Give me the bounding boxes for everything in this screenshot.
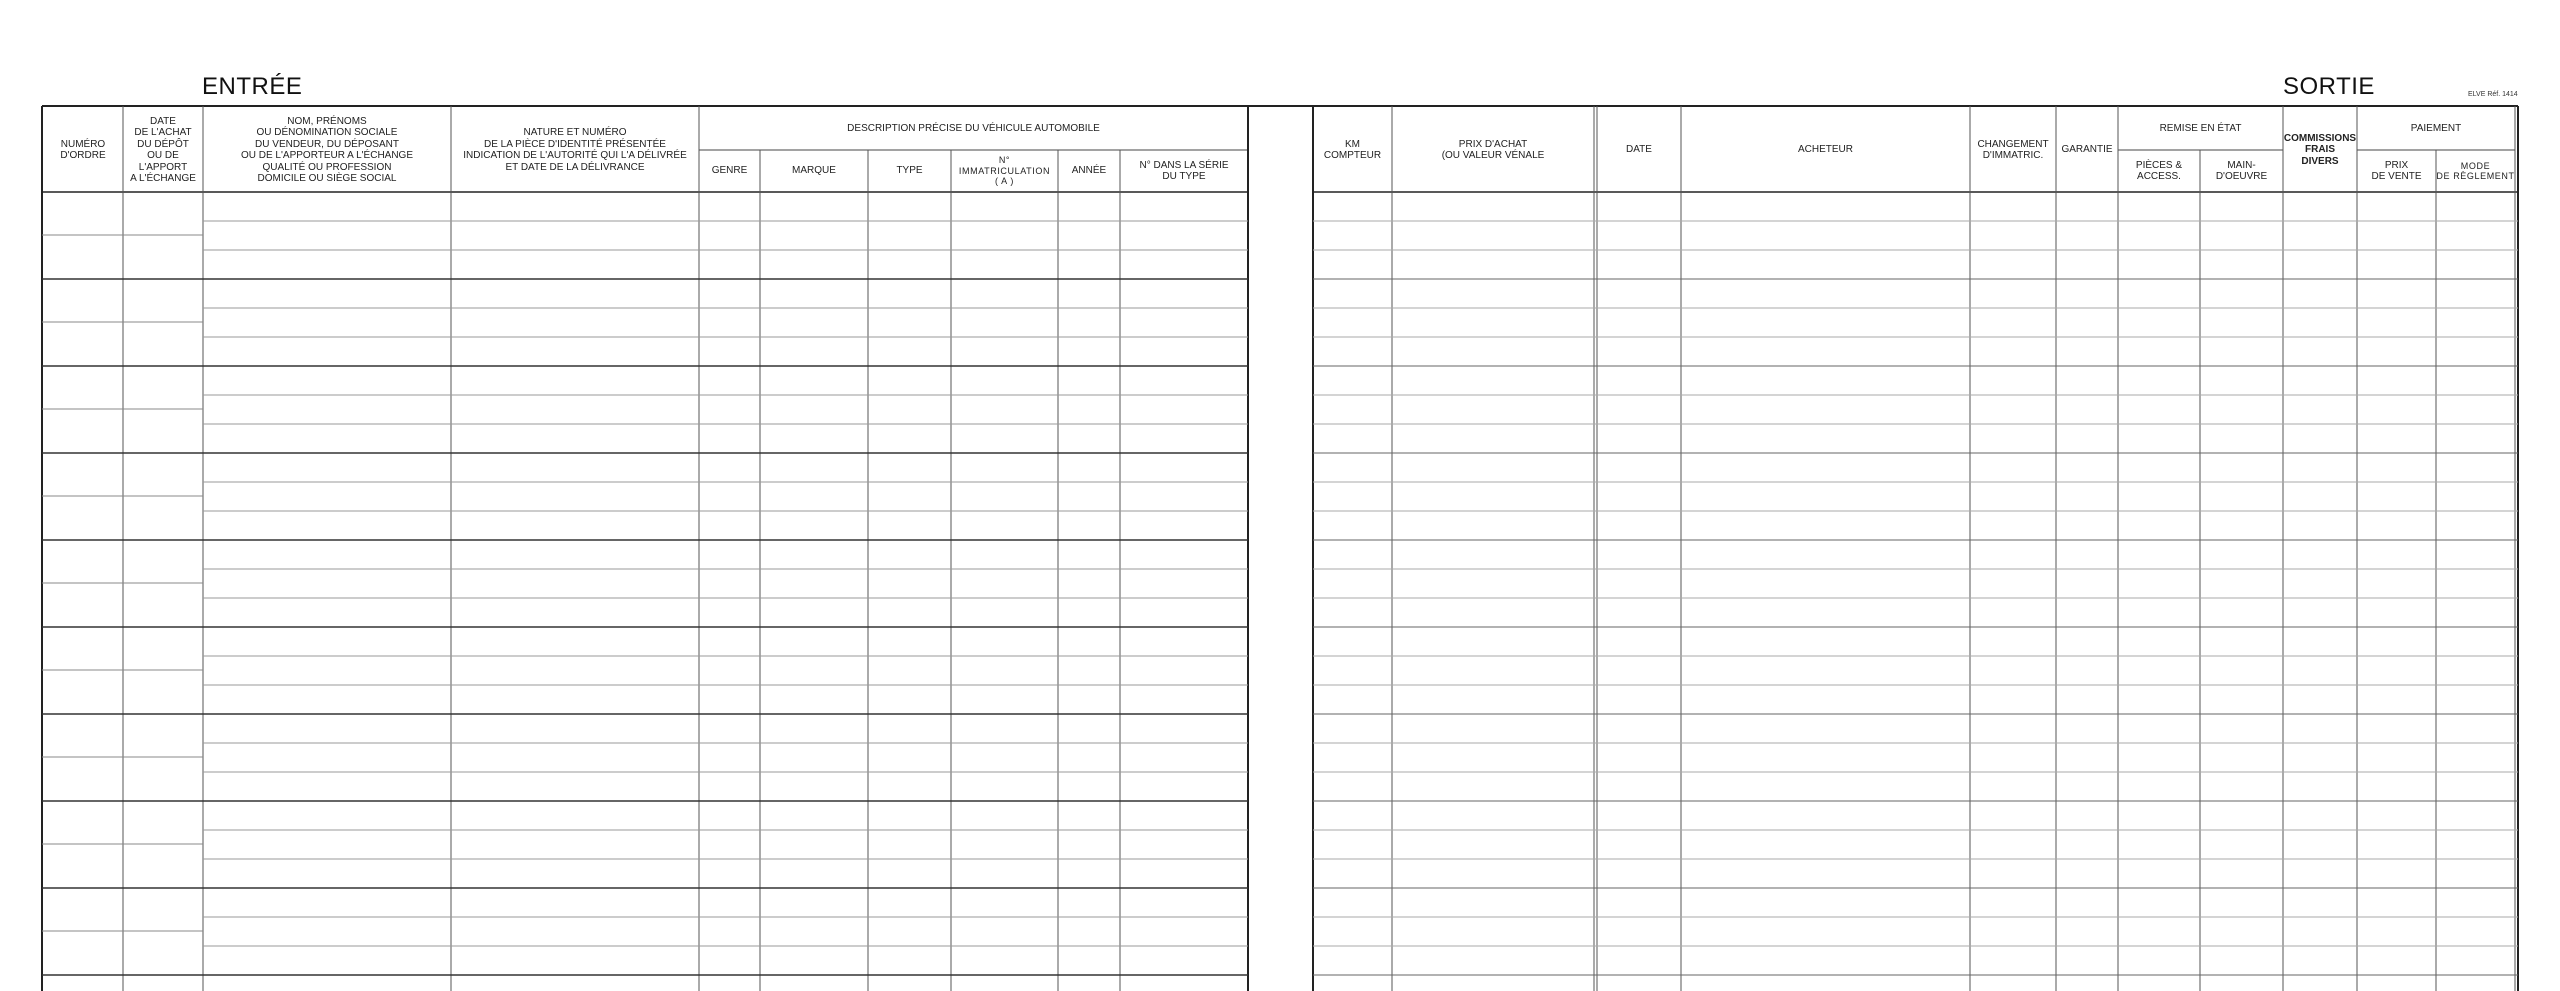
header-immatriculation: N° IMMATRICULATION ( A ) (958, 155, 1051, 187)
header-km-compteur: KM COMPTEUR (1323, 138, 1382, 161)
header-prix-vente: PRIX DE VENTE (2371, 159, 2422, 182)
header-remise-en-etat: REMISE EN ÉTAT (2159, 123, 2242, 135)
header-serie: N° DANS LA SÉRIE DU TYPE (1139, 159, 1229, 182)
header-piece-identite: NATURE ET NUMÉRO DE LA PIÈCE D'IDENTITÉ PRÉSENTÉE INDICATION DE L'AUTORITÉ QUI L'A DÉLIVRÉE ET DATE DE LA DÉLIVRANCE (463, 127, 687, 173)
header-main-oeuvre: MAIN- D'OEUVRE (2215, 159, 2268, 182)
header-garantie: GARANTIE (2061, 144, 2113, 156)
entree-title: ENTRÉE (202, 73, 303, 100)
header-marque: MARQUE (792, 165, 836, 177)
header-date: DATE (1626, 144, 1652, 156)
header-date-achat: DATE DE L'ACHAT DU DÉPÔT OU DE L'APPORT A L'ÉCHANGE (130, 115, 196, 184)
form-reference: ELVE Réf. 1414 (2468, 91, 2518, 98)
header-genre: GENRE (711, 165, 748, 177)
header-commissions: COMMISSIONS FRAIS DIVERS (2283, 132, 2357, 167)
header-prix-achat: PRIX D'ACHAT (OU VALEUR VÉNALE (1441, 138, 1545, 161)
header-numero-ordre: NUMÉRO D'ORDRE (60, 138, 106, 161)
header-paiement: PAIEMENT (2410, 123, 2462, 135)
header-acheteur: ACHETEUR (1797, 144, 1853, 156)
header-description-vehicule: DESCRIPTION PRÉCISE DU VÉHICULE AUTOMOBILE (847, 123, 1100, 135)
header-vendeur: NOM, PRÉNOMS OU DÉNOMINATION SOCIALE DU VENDEUR, DU DÉPOSANT OU DE L'APPORTEUR A L'ÉCHANGE QUALITÉ OU PROFESSION DOMICILE OU SIÈGE SOCIAL (240, 115, 414, 184)
sortie-title: SORTIE (2283, 73, 2375, 100)
header-mode-reglement: MODE DE RÈGLEMENT (2436, 160, 2515, 181)
header-changement-immatriculation: CHANGEMENT D'IMMATRIC. (1977, 138, 2049, 161)
header-pieces-accessoires: PIÈCES & ACCESS. (2135, 159, 2183, 182)
header-annee: ANNÉE (1071, 165, 1107, 177)
header-type: TYPE (896, 165, 923, 177)
